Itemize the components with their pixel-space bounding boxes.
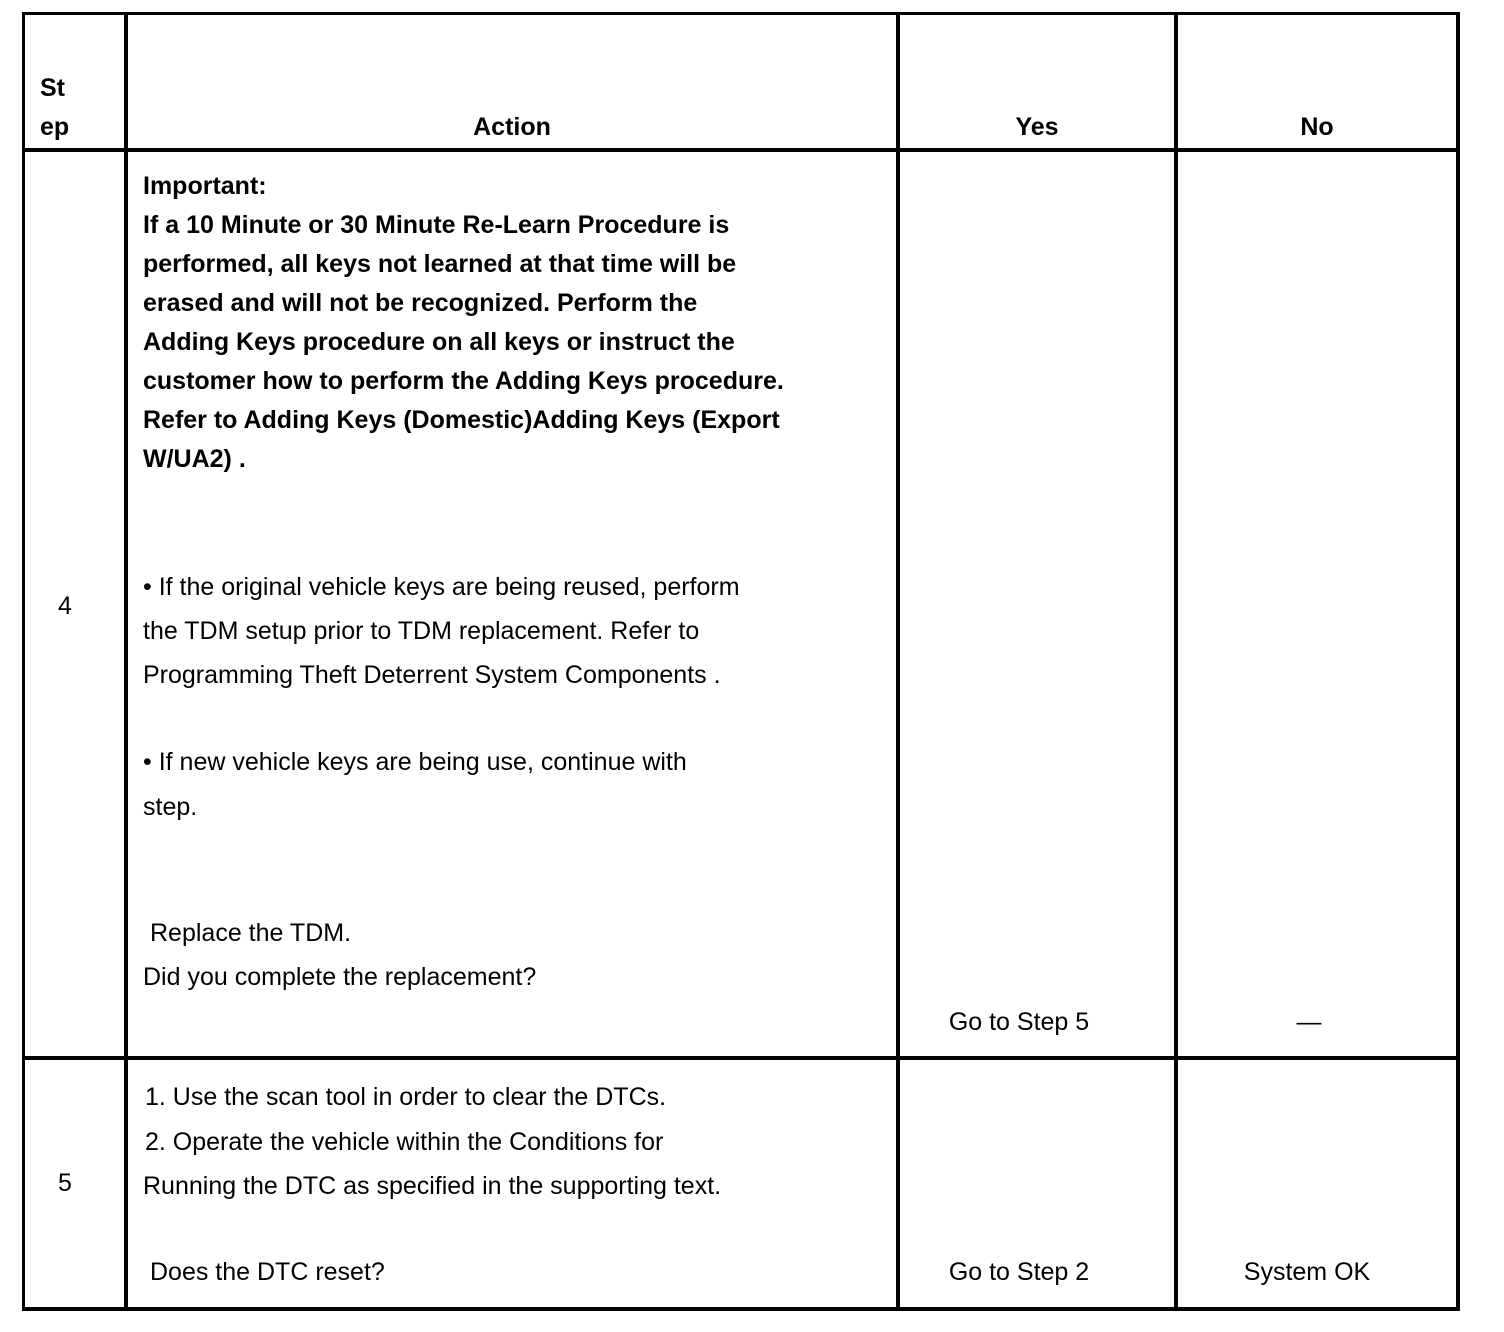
- column-divider-yes: [1174, 12, 1178, 1311]
- table-border-top: [22, 12, 1460, 15]
- row-divider: [22, 1056, 1460, 1060]
- important-text-line: erased and will not be recognized. Perform the: [143, 289, 698, 317]
- bullet-text-line: • If the original vehicle keys are being reused, perform: [143, 573, 740, 601]
- important-text-line: performed, all keys not learned at that time will be: [143, 250, 737, 278]
- no-result: —: [1296, 1008, 1322, 1036]
- bullet-text-line: • If new vehicle keys are being use, continue with: [143, 748, 687, 776]
- important-label: Important:: [143, 172, 267, 200]
- bullet-text-line: step.: [143, 793, 198, 821]
- step-number: 5: [58, 1169, 72, 1197]
- header-yes: Yes: [1015, 113, 1059, 141]
- step-number: 4: [58, 592, 72, 620]
- header-action: Action: [473, 113, 551, 141]
- important-text-line: W/UA2) .: [143, 445, 246, 473]
- question-text: Does the DTC reset?: [150, 1258, 385, 1286]
- yes-result: Go to Step 2: [948, 1258, 1090, 1286]
- bullet-text-line: Programming Theft Deterrent System Components .: [143, 661, 721, 689]
- question-text: Did you complete the replacement?: [143, 963, 537, 991]
- important-text-line: If a 10 Minute or 30 Minute Re-Learn Procedure is: [143, 211, 730, 239]
- important-text-line: Refer to Adding Keys (Domestic)Adding Keys (Export: [143, 406, 780, 434]
- list-text-line: 2. Operate the vehicle within the Conditions for: [145, 1128, 664, 1156]
- column-divider-step: [124, 12, 128, 1311]
- list-text-line: Running the DTC as specified in the supporting text.: [143, 1172, 722, 1200]
- table-border-left: [22, 12, 25, 1311]
- header-step-line1: St: [40, 74, 65, 102]
- header-step-line2: ep: [40, 113, 70, 141]
- table-border-bottom: [22, 1307, 1460, 1311]
- important-text-line: customer how to perform the Adding Keys procedure.: [143, 367, 784, 395]
- header-divider: [22, 148, 1460, 152]
- instruction-text: Replace the TDM.: [150, 919, 352, 947]
- header-no: No: [1300, 113, 1334, 141]
- list-text-line: 1. Use the scan tool in order to clear the DTCs.: [145, 1083, 667, 1111]
- no-result: System OK: [1243, 1258, 1371, 1286]
- column-divider-action: [896, 12, 900, 1311]
- bullet-text-line: the TDM setup prior to TDM replacement. Refer to: [143, 617, 700, 645]
- yes-result: Go to Step 5: [948, 1008, 1090, 1036]
- important-text-line: Adding Keys procedure on all keys or instruct the: [143, 328, 735, 356]
- table-border-right: [1456, 12, 1460, 1311]
